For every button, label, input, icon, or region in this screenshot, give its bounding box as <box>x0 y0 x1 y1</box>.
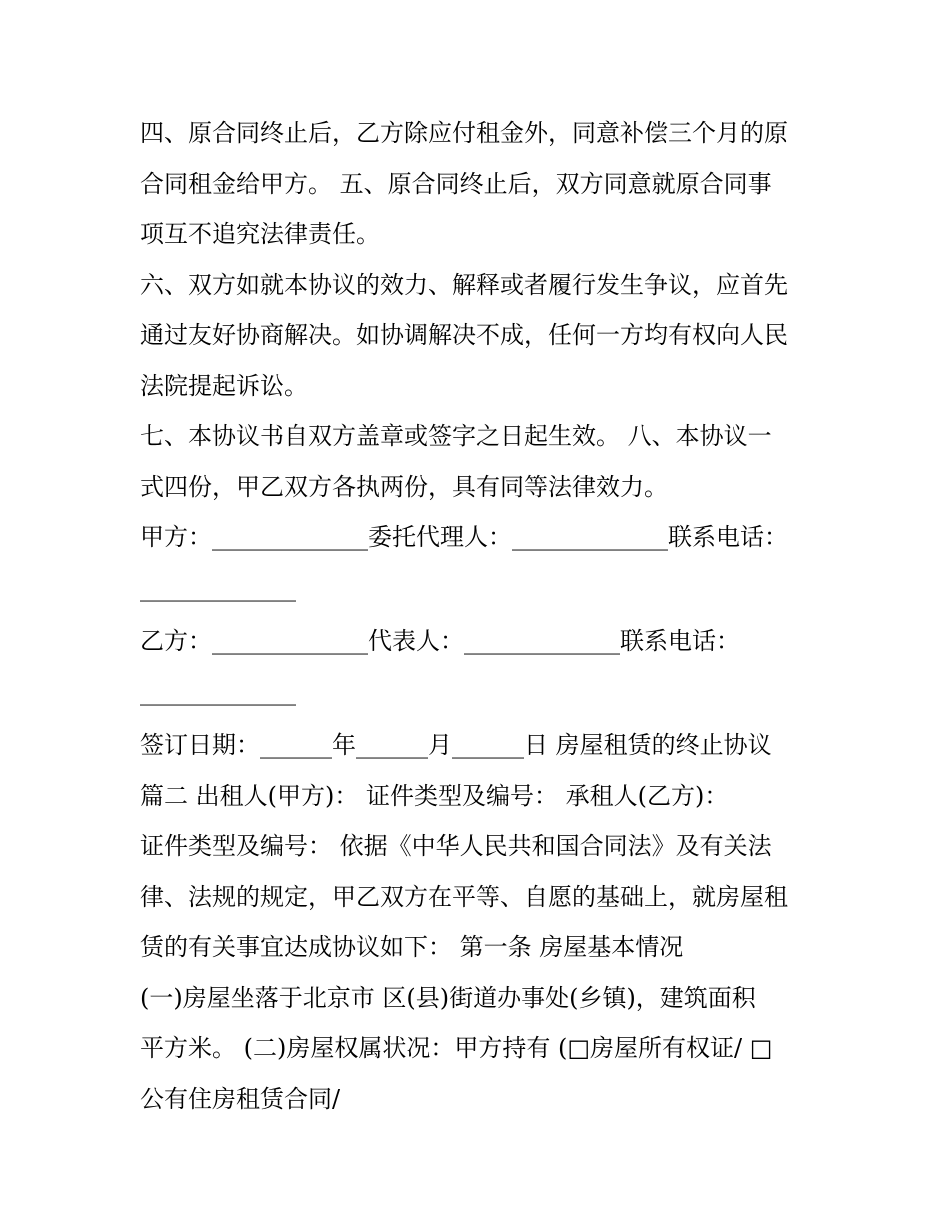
text-line-1: 四、原合同终止后，乙方除应付租金外，同意补偿三个月的原 <box>140 119 788 147</box>
text-line-3: 项互不追究法律责任。 <box>140 220 380 248</box>
text-line-7: 七、本协议书自双方盖章或签字之日起生效。 八、本协议一 <box>140 422 772 450</box>
document-body <box>140 108 820 1124</box>
party-b-signature-line: 乙方：_____________代表人：_____________联系电话： <box>140 627 740 655</box>
text-line-4: 六、双方如就本协议的效力、解释或者履行发生争议，应首先 <box>140 270 788 299</box>
text-line-18: (一)房屋坐落于北京市 区(县)街道办事处(乡镇)，建筑面积 <box>140 983 756 1012</box>
text-line-6: 法院提起诉讼。 <box>140 371 308 400</box>
text-line-17: 赁的有关事宜达成协议如下： 第一条 房屋基本情况 <box>140 933 684 961</box>
text-line-16: 律、法规的规定，甲乙双方在平等、自愿的基础上，就房屋租 <box>140 882 788 911</box>
party-a-phone-blank: _____________ <box>140 573 296 602</box>
text-line-2: 合同租金给甲方。 五、原合同终止后，双方同意就原合同事 <box>140 169 772 198</box>
text-line-15: 证件类型及编号： 依据《中华人民共和国合同法》及有关法 <box>140 832 772 860</box>
text-line-5: 通过友好协商解决。如协调解决不成，任何一方均有权向人民 <box>140 321 788 349</box>
text-line-14: 篇二 出租人(甲方)： 证件类型及编号： 承租人(乙方)： <box>140 781 729 810</box>
text-line-8: 式四份，甲乙双方各执两份，具有同等法律效力。 <box>140 472 668 501</box>
text-line-20: 公有住房租赁合同/ <box>140 1084 341 1113</box>
party-b-phone-blank: _____________ <box>140 677 296 706</box>
text-line-19: 平方米。 (二)房屋权属状况：甲方持有 (□房屋所有权证/ □ <box>140 1034 773 1062</box>
party-a-signature-line: 甲方：_____________委托代理人：_____________联系电话： <box>140 523 788 551</box>
signing-date-line: 签订日期：______年______月______日 房屋租赁的终止协议 <box>140 731 772 759</box>
